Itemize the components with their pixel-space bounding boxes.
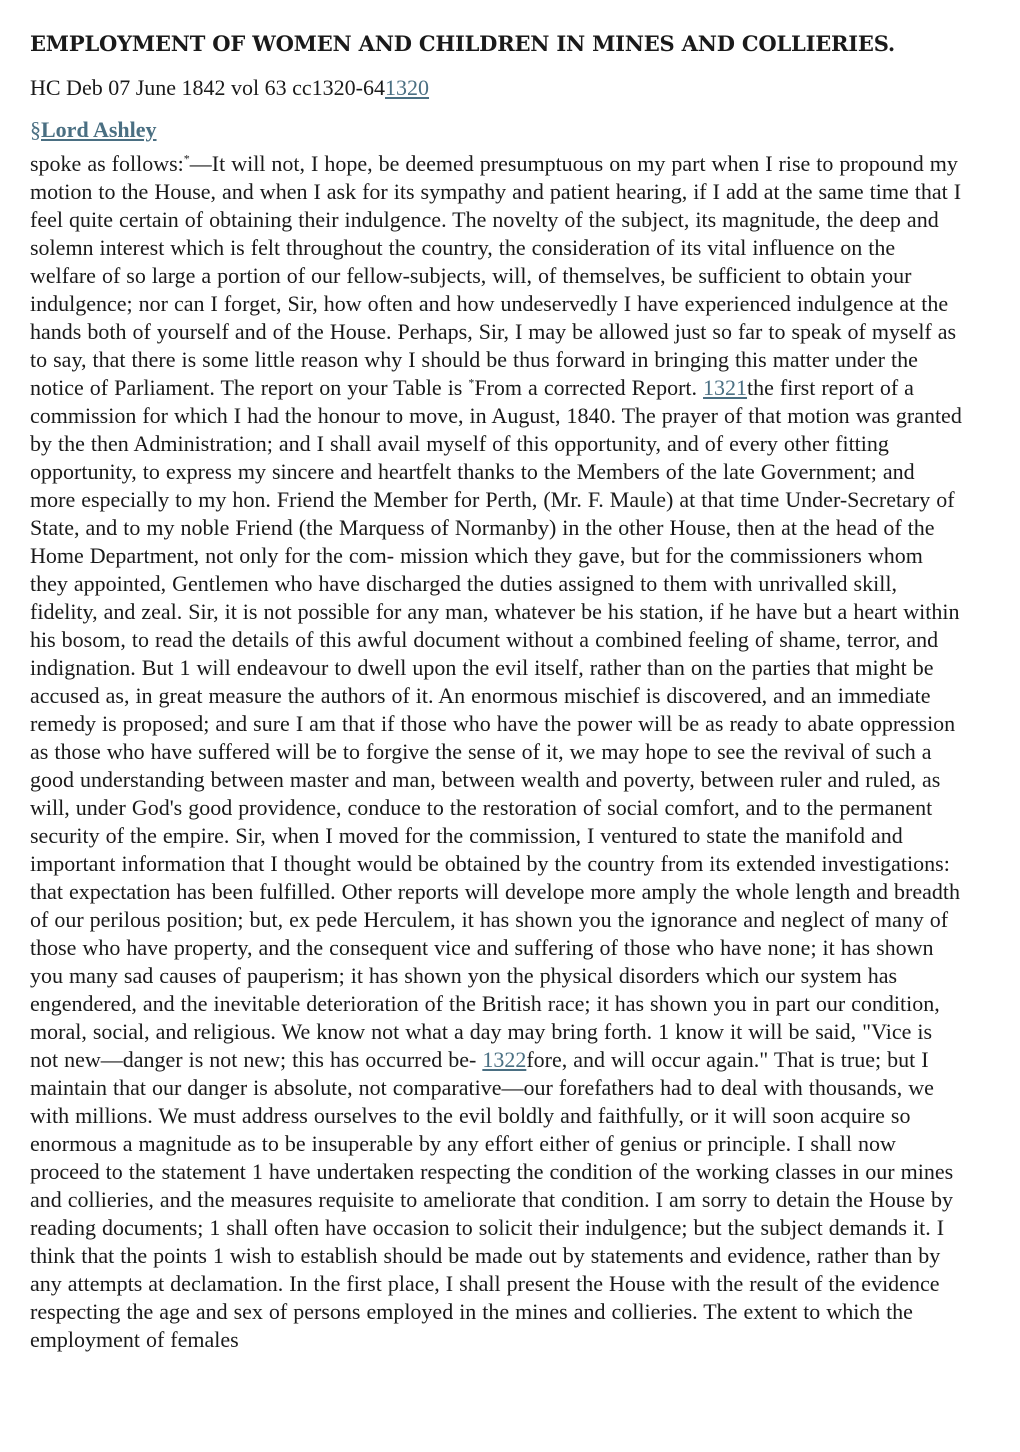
debate-citation xyxy=(30,72,965,104)
speech-text-4: fore, and will occur again." That is true; but I maintain that our danger is absolute, not comparative—our forefathers had to deal with thousands, we with millions. We must address ourselves to the evil boldly and faithfully, or it will soon acquire so enormous a magnitude as to be insuperable by any effort either of genius or principle. I shall now proceed to the statement 1 have undertaken respecting the condition of the working classes in our mines and collieries, and the measures requisite to ameliorate that condition. I am sorry to detain the House by reading documents; 1 shall often have occasion to solicit their indulgence; but the subject demands it. I think that the points 1 wish to establish should be made out by statements and evidence, rather than by any attempts at declamation. In the first place, I shall present the House with the result of the evidence respecting the age and sex of persons employed in the mines and collieries. The extent to which the employment of females xyxy=(30,1047,954,1352)
speech-body xyxy=(30,150,965,1354)
column-link-1322[interactable]: 1322 xyxy=(482,1047,527,1072)
speech-text-1: spoke as follows: xyxy=(30,151,184,176)
speech-text-3: the first report of a commission for which I had the honour to move, in August, 1840. The prayer of that motion was granted by the then Administration; and I shall avail myself of this opportunity, and of every other fitting opportunity, to express my sincere and heartfelt thanks to the Members of the late Government; and more especially to my hon. Friend the Member for Perth, (Mr. F. Maule) at that time Under-Secretary of State, and to my noble Friend (the Marquess of Normanby) in the other House, then at the head of the Home Department, not only for the com- mission which they gave, but for the commissioners whom they appointed, Gentlemen who have discharged the duties assigned to them with unrivalled skill, fidelity, and zeal. Sir, it is not possible for any man, whatever be his station, if he have but a heart within his bosom, to read the details of this awful document without a combined feeling of shame, terror, and indignation. But 1 will endeavour to dwell upon the evil itself, rather than on the parties that might be accused as, in great measure the authors of it. An enormous mischief is discovered, and an immediate remedy is proposed; and sure I am that if those who have the power will be as ready to abate oppression as those who have suffered will be to forgive the sense of it, we may hope to see the revival of such a good understanding between master and man, between wealth and poverty, between ruler and ruled, as will, under God's good providence, conduce to the restoration of social comfort, and to the permanent security of the empire. Sir, when I moved for the commission, I ventured to state the manifold and important information that I thought would be obtained by the country from its extended investigations: that expectation has been fulfilled. Other reports will develope more amply the whole length and breadth of our perilous position; but, ex pede Herculem, it has shown you the ignorance and neglect of many of those who have property, and the consequent vice and suffering of those who have none; it has shown you many sad causes of pauperism; it has shown yon the physical disorders which our system has engendered, and the inevitable deterioration of the British race; it has shown you in part our condition, moral, social, and religious. We know not what a day may bring forth. 1 know it will be said, "Vice is not new—danger is not new; this has occurred be- xyxy=(30,375,962,1072)
column-link-1320[interactable]: 1320 xyxy=(385,75,430,100)
footnote-text: From a corrected Report. xyxy=(474,375,704,400)
citation-text: HC Deb 07 June 1842 vol 63 cc1320-64 xyxy=(30,75,386,100)
column-link-1321[interactable]: 1321 xyxy=(703,375,748,400)
speaker-link[interactable]: Lord Ashley xyxy=(41,117,157,142)
footnote-marker-inline: * xyxy=(468,375,475,390)
debate-title: EMPLOYMENT OF WOMEN AND CHILDREN IN MINES AND COLLIERIES. xyxy=(30,31,896,56)
section-link[interactable]: § xyxy=(30,117,41,142)
footnote-marker: * xyxy=(183,151,190,166)
hansard-page xyxy=(30,30,965,1354)
speaker-line xyxy=(30,114,965,146)
speech-text-2: —It will not, I hope, be deemed presumptuous on my part when I rise to propound my motion to the House, and when I ask for its sympathy and patient hearing, if I add at the same time that I feel quite certain of obtaining their indulgence. The novelty of the subject, its magnitude, the deep and solemn interest which is felt throughout the country, the consideration of its vital influence on the welfare of so large a portion of our fellow-subjects, will, of themselves, be sufficient to obtain your indulgence; nor can I forget, Sir, how often and how undeservedly I have experienced indulgence at the hands both of yourself and of the House. Perhaps, Sir, I may be allowed just so far to speak of myself as to say, that there is some little reason why I should be thus forward in bringing this matter under the notice of Parliament. The report on your Table is xyxy=(30,151,962,400)
